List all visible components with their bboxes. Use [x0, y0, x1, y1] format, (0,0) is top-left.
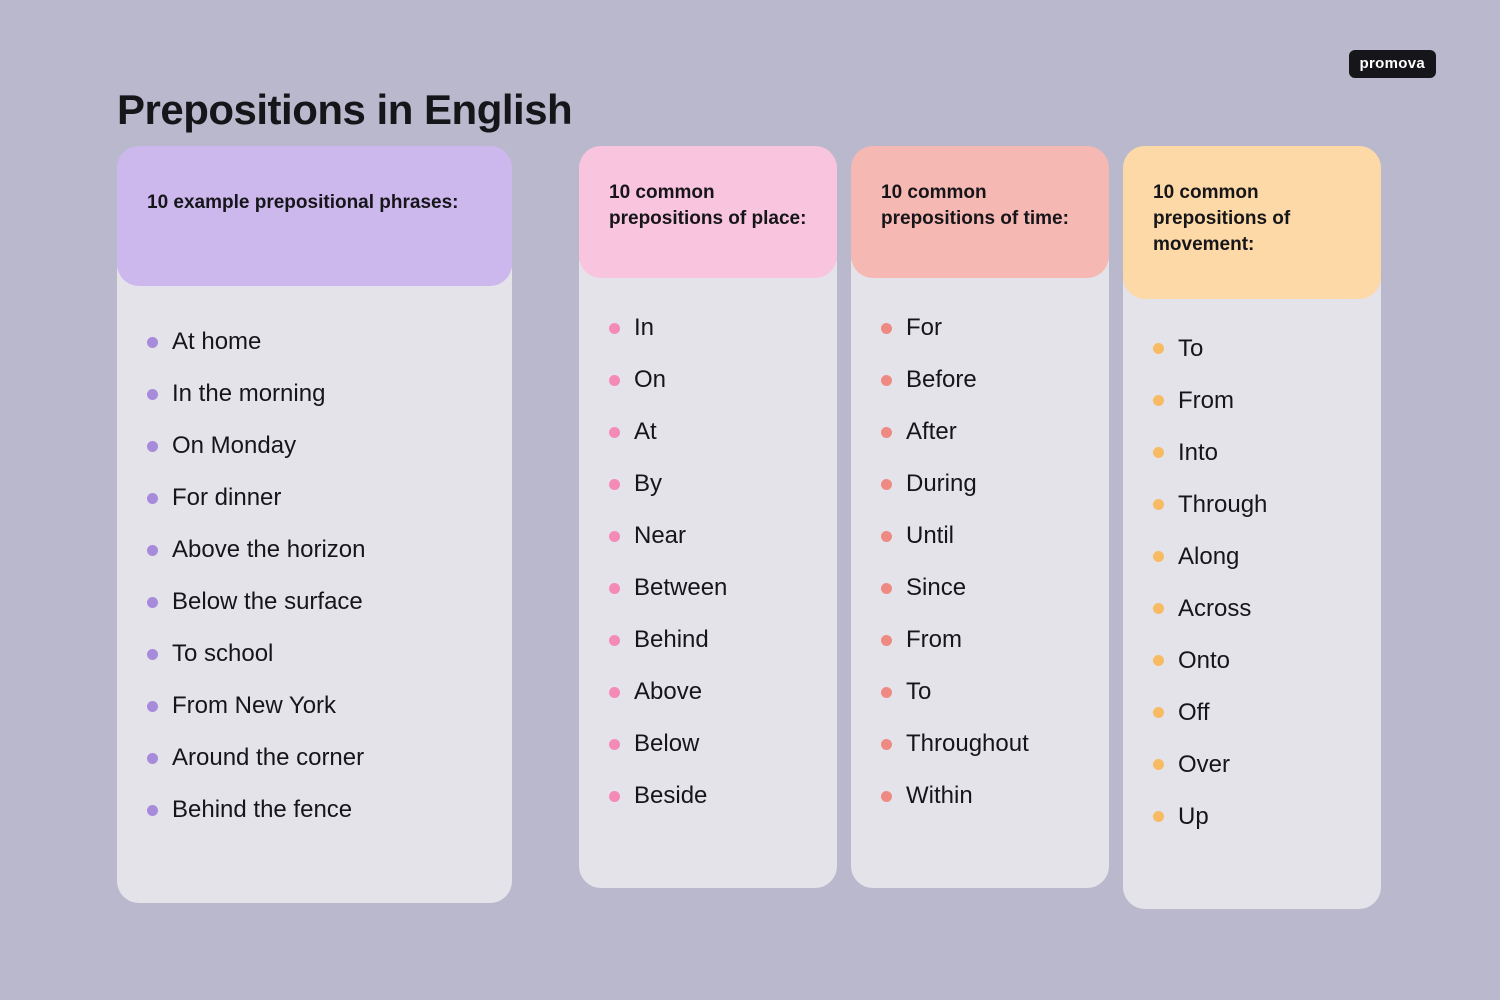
bullet-icon: [609, 687, 620, 698]
columns-container: [117, 146, 1389, 909]
list-item: [1153, 375, 1381, 427]
list-item: [1153, 323, 1381, 375]
bullet-icon: [609, 583, 620, 594]
column-body: [851, 240, 1109, 888]
list-item-label: Over: [1178, 750, 1231, 778]
bullet-icon: [881, 791, 892, 802]
bullet-icon: [147, 701, 158, 712]
column-body: [579, 240, 837, 888]
list-item-label: Below: [634, 730, 700, 757]
list-item: [881, 406, 1109, 458]
preposition-list: [117, 316, 512, 836]
list-item: [1153, 531, 1381, 583]
list-item-label: On Monday: [172, 432, 297, 459]
list-item-label: Near: [634, 522, 687, 549]
list-item: [609, 770, 837, 822]
bullet-icon: [1153, 395, 1164, 406]
list-item: [147, 316, 512, 368]
bullet-icon: [881, 375, 892, 386]
list-item-label: On: [634, 366, 667, 393]
list-item: [609, 458, 837, 510]
list-item-label: Up: [1178, 802, 1209, 830]
list-item-label: Until: [906, 522, 955, 549]
list-item: [147, 420, 512, 472]
column-header: 10 common prepositions of time:: [851, 146, 1109, 278]
list-item: [609, 562, 837, 614]
column-header: 10 common prepositions of place:: [579, 146, 837, 278]
column-body: [1123, 261, 1381, 909]
list-item: [147, 472, 512, 524]
list-item-label: From: [1178, 386, 1234, 414]
list-item: [1153, 739, 1381, 791]
list-item-label: In: [634, 314, 655, 341]
list-item: [609, 510, 837, 562]
bullet-icon: [881, 635, 892, 646]
list-item-label: Through: [1178, 490, 1268, 518]
list-item: [147, 732, 512, 784]
list-item-label: At: [634, 418, 657, 445]
brand-logo: promova: [1349, 50, 1436, 78]
bullet-icon: [881, 687, 892, 698]
bullet-icon: [147, 805, 158, 816]
list-item-label: Behind the fence: [172, 796, 353, 823]
list-item: [881, 354, 1109, 406]
list-item: [609, 302, 837, 354]
list-item-label: Throughout: [906, 730, 1029, 757]
list-item-label: Off: [1178, 698, 1210, 726]
list-item-label: Within: [906, 782, 973, 809]
bullet-icon: [881, 583, 892, 594]
list-item: [147, 628, 512, 680]
list-item: [1153, 479, 1381, 531]
bullet-icon: [609, 427, 620, 438]
list-item-label: Into: [1178, 438, 1219, 466]
list-item: [147, 524, 512, 576]
list-item-label: Between: [634, 574, 728, 601]
bullet-icon: [147, 545, 158, 556]
list-item-label: Around the corner: [172, 744, 365, 771]
column-prepositions-of-place: [579, 146, 837, 888]
bullet-icon: [609, 635, 620, 646]
bullet-icon: [1153, 343, 1164, 354]
column-prepositions-of-movement: [1123, 146, 1381, 909]
bullet-icon: [147, 597, 158, 608]
column-prepositions-of-time: [851, 146, 1109, 888]
list-item-label: Since: [906, 574, 967, 601]
bullet-icon: [609, 791, 620, 802]
list-item: [1153, 791, 1381, 843]
bullet-icon: [609, 739, 620, 750]
preposition-list: [1123, 323, 1381, 843]
bullet-icon: [881, 739, 892, 750]
preposition-list: [851, 302, 1109, 822]
bullet-icon: [147, 493, 158, 504]
list-item: [881, 770, 1109, 822]
list-item: [881, 718, 1109, 770]
bullet-icon: [881, 479, 892, 490]
list-item-label: By: [634, 470, 663, 497]
list-item: [609, 354, 837, 406]
bullet-icon: [609, 323, 620, 334]
list-item: [881, 302, 1109, 354]
bullet-icon: [147, 337, 158, 348]
list-item-label: Above: [634, 678, 703, 705]
list-item-label: Onto: [1178, 646, 1231, 674]
preposition-list: [579, 302, 837, 822]
list-item: [1153, 427, 1381, 479]
list-item-label: Behind: [634, 626, 709, 653]
list-item-label: After: [906, 418, 957, 445]
bullet-icon: [1153, 447, 1164, 458]
list-item-label: During: [906, 470, 977, 497]
list-item: [609, 406, 837, 458]
list-item-label: For: [906, 314, 942, 341]
list-item-label: For dinner: [172, 484, 282, 511]
bullet-icon: [1153, 603, 1164, 614]
bullet-icon: [609, 479, 620, 490]
bullet-icon: [147, 753, 158, 764]
bullet-icon: [1153, 551, 1164, 562]
bullet-icon: [1153, 759, 1164, 770]
bullet-icon: [609, 375, 620, 386]
column-body: [117, 248, 512, 903]
column-header: 10 example prepositional phrases:: [117, 146, 512, 286]
list-item: [881, 458, 1109, 510]
list-item: [147, 680, 512, 732]
bullet-icon: [881, 531, 892, 542]
bullet-icon: [881, 427, 892, 438]
bullet-icon: [1153, 811, 1164, 822]
list-item-label: From New York: [172, 692, 337, 719]
list-item: [147, 784, 512, 836]
list-item: [1153, 583, 1381, 635]
list-item-label: Beside: [634, 782, 708, 809]
bullet-icon: [147, 441, 158, 452]
list-item-label: To school: [172, 640, 274, 667]
list-item-label: Above the horizon: [172, 536, 366, 563]
list-item-label: Across: [1178, 594, 1252, 622]
list-item-label: Along: [1178, 542, 1240, 570]
list-item: [147, 576, 512, 628]
bullet-icon: [147, 649, 158, 660]
list-item: [609, 718, 837, 770]
list-item: [881, 666, 1109, 718]
bullet-icon: [881, 323, 892, 334]
list-item: [881, 614, 1109, 666]
column-example-phrases: [117, 146, 512, 903]
bullet-icon: [1153, 707, 1164, 718]
list-item: [1153, 687, 1381, 739]
page-title: Prepositions in English: [117, 86, 573, 134]
list-item-label: To: [1178, 334, 1204, 362]
list-item: [609, 614, 837, 666]
list-item: [609, 666, 837, 718]
bullet-icon: [1153, 499, 1164, 510]
list-item: [881, 562, 1109, 614]
list-item-label: From: [906, 626, 962, 653]
list-item-label: At home: [172, 328, 262, 355]
bullet-icon: [147, 389, 158, 400]
list-item-label: In the morning: [172, 380, 326, 407]
bullet-icon: [1153, 655, 1164, 666]
bullet-icon: [609, 531, 620, 542]
column-header: 10 common prepositions of movement:: [1123, 146, 1381, 299]
list-item-label: Below the surface: [172, 588, 363, 615]
list-item: [881, 510, 1109, 562]
list-item-label: Before: [906, 366, 977, 393]
list-item-label: To: [906, 678, 932, 705]
list-item: [147, 368, 512, 420]
list-item: [1153, 635, 1381, 687]
